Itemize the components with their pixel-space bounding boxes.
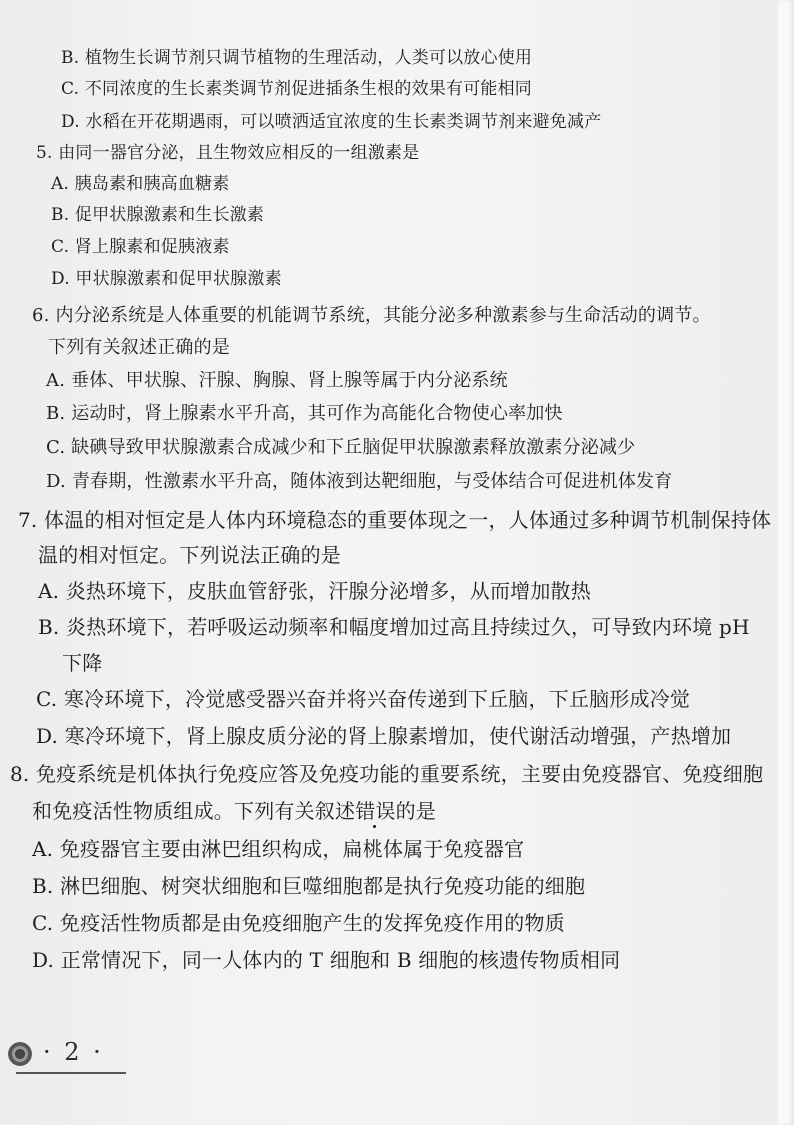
page-footer (8, 1036, 158, 1076)
q8-option-a: A. 免疫器官主要由淋巴组织构成，扁桃体属于免疫器官 (32, 837, 525, 861)
q5-option-a: A. 胰岛素和胰高血糖素 (51, 174, 230, 194)
page-number: · 2 · (43, 1038, 104, 1066)
q5-option-b: B. 促甲状腺激素和生长激素 (51, 205, 265, 225)
q8-stem-after: 的是 (395, 799, 437, 823)
q6-option-d: D. 青春期，性激素水平升高，随体液到达靶细胞，与受体结合可促进机体发育 (46, 471, 673, 492)
q8-option-b: B. 淋巴细胞、树突状细胞和巨噬细胞都是执行免疫功能的细胞 (32, 874, 586, 898)
q7-stem-line1: 7. 体温的相对恒定是人体内环境稳态的重要体现之一，人体通过多种调节机制保持体 (18, 508, 772, 532)
q5-option-c: C. 肾上腺素和促胰液素 (51, 237, 230, 257)
q7-option-b-line2: 下降 (62, 651, 103, 675)
q6-option-a: A. 垂体、甲状腺、汗腺、胸腺、肾上腺等属于内分泌系统 (46, 370, 508, 391)
page-edge-strip (778, 0, 794, 1125)
q7-stem-line2: 温的相对恒定。下列说法正确的是 (38, 543, 341, 567)
q6-stem-line1: 6. 内分泌系统是人体重要的机能调节系统，其能分泌多种激素参与生命活动的调节。 (32, 305, 711, 326)
q6-stem-line2: 下列有关叙述正确的是 (48, 337, 230, 358)
q5-option-d: D. 甲状腺激素和促甲状腺激素 (51, 269, 282, 289)
q7-option-d: D. 寒冷环境下，肾上腺皮质分泌的肾上腺素增加，使代谢活动增强，产热增加 (36, 724, 732, 748)
q7-option-b-line1: B. 炎热环境下，若呼吸运动频率和幅度增加过高且持续过久，可导致内环境 pH (38, 615, 750, 639)
q8-option-c: C. 免疫活性物质都是由免疫细胞产生的发挥免疫作用的物质 (32, 911, 565, 935)
publisher-seal-icon (8, 1042, 32, 1066)
q6-option-c: C. 缺碘导致甲状腺激素合成减少和下丘脑促甲状腺激素释放激素分泌减少 (46, 437, 636, 458)
q8-stem-line2 (32, 801, 436, 821)
q7-option-a: A. 炎热环境下，皮肤血管舒张，汗腺分泌增多，从而增加散热 (38, 579, 591, 603)
q8-stem-line1: 8. 免疫系统是机体执行免疫应答及免疫功能的重要系统，主要由免疫器官、免疫细胞 (10, 762, 764, 786)
footer-underline (16, 1072, 126, 1074)
q6-option-b: B. 运动时，肾上腺素水平升高，其可作为高能化合物使心率加快 (46, 403, 563, 424)
q5-stem: 5. 由同一器官分泌，且生物效应相反的一组激素是 (36, 143, 420, 163)
q4-option-d: D. 水稻在开花期遇雨，可以喷洒适宜浓度的生长素类调节剂来避免减产 (61, 112, 602, 132)
q8-option-d: D. 正常情况下，同一人体内的 T 细胞和 B 细胞的核遗传物质相同 (32, 948, 621, 972)
q7-option-c: C. 寒冷环境下，冷觉感受器兴奋并将兴奋传递到下丘脑，下丘脑形成冷觉 (36, 687, 691, 711)
q4-option-c: C. 不同浓度的生长素类调节剂促进插条生根的效果有可能相同 (61, 79, 533, 99)
q8-stem-before: 和免疫活性物质组成。下列有关叙述 (32, 799, 356, 823)
q4-option-b: B. 植物生长调节剂只调节植物的生理活动，人类可以放心使用 (61, 48, 533, 68)
q8-emphasis-word: 错误 (355, 799, 396, 823)
